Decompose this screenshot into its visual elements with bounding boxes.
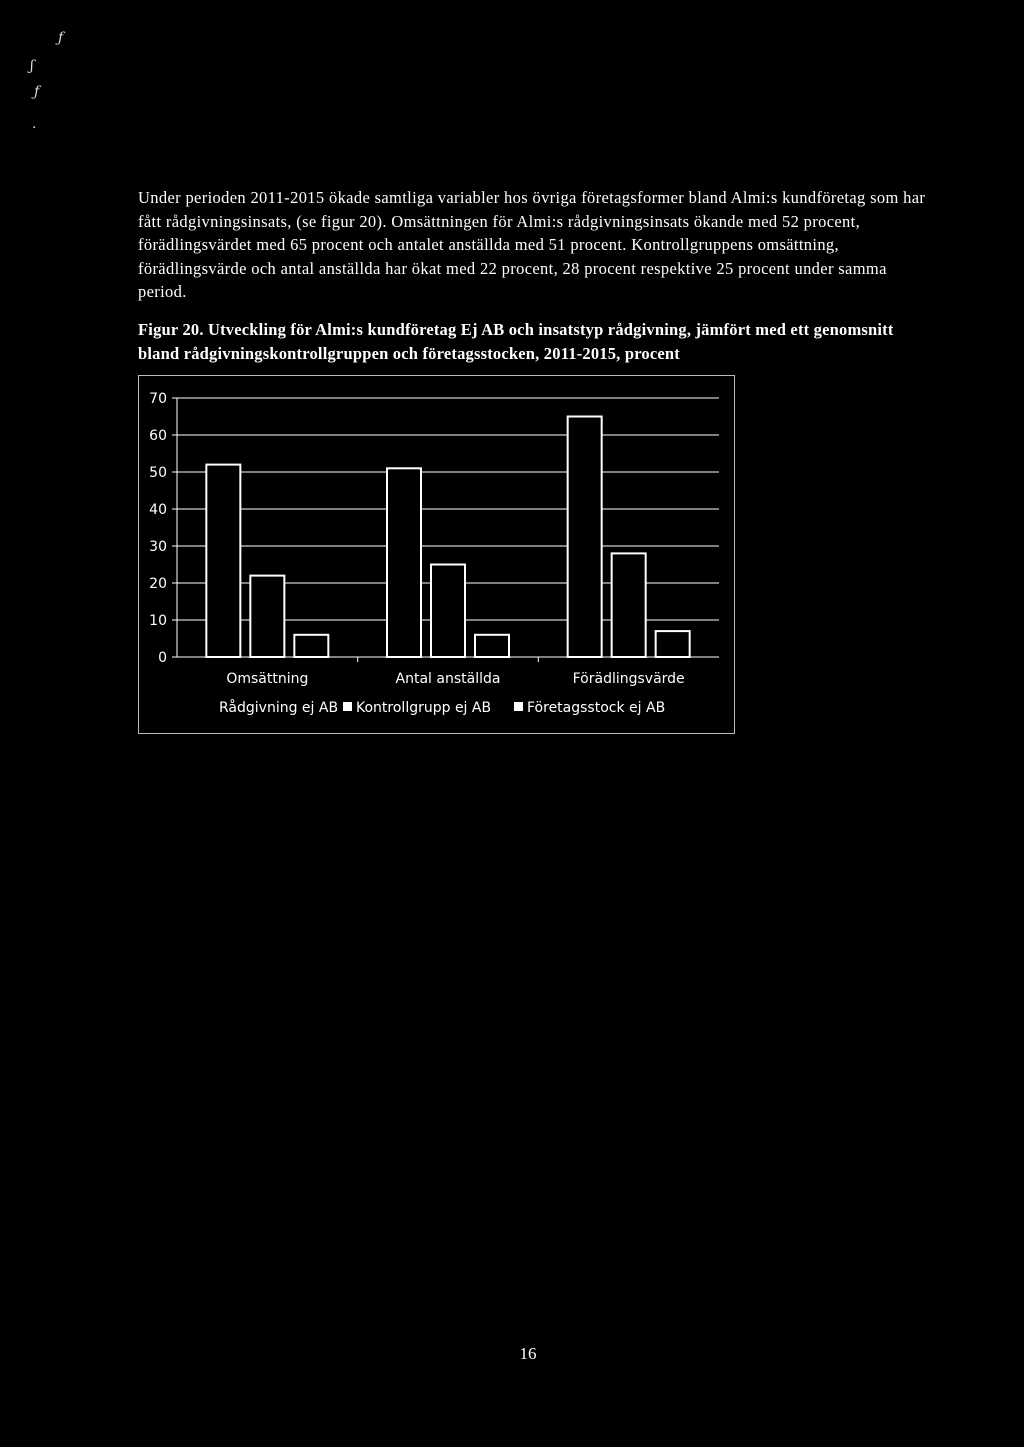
category-label: Omsättning <box>226 671 309 687</box>
chart <box>138 375 735 734</box>
y-tick-label: 10 <box>149 613 167 629</box>
chart-canvas <box>139 376 736 735</box>
category-label: Antal anställda <box>395 671 501 687</box>
y-tick-label: 60 <box>149 428 167 444</box>
y-tick-label: 20 <box>149 576 167 592</box>
bar <box>250 576 284 657</box>
legend-label: Företagsstock ej AB <box>527 700 666 716</box>
bar <box>431 565 465 658</box>
bar <box>656 631 690 657</box>
legend-swatch <box>514 702 523 711</box>
legend-swatch <box>343 702 352 711</box>
legend-label: Kontrollgrupp ej AB <box>356 700 492 716</box>
y-tick-label: 70 <box>149 391 167 407</box>
y-tick-label: 50 <box>149 465 167 481</box>
bar <box>475 635 509 657</box>
y-tick-label: 30 <box>149 539 167 555</box>
figure-caption: Figur 20. Utveckling för Almi:s kundföretag Ej AB och insatstyp rådgivning, jämfört med ett genomsnitt bland rådgivningskontrollgruppen och företagsstocken, 2011-2015, procent <box>138 320 894 363</box>
body-paragraph: Under perioden 2011-2015 ökade samtliga variabler hos övriga företagsformer bland Almi:s kundföretag som har fått rådgivningsinsats, (se figur 20). Omsättningen för Almi:s rådgivningsinsats ökande med 52 procent, förädlingsvärdet med 65 procent och antalet anställda med 51 procent. Kontrollgruppens omsättning, förädlingsvärde och antal anställda har ökat med 22 procent, 28 procent respektive 25 procent under samma period. <box>138 188 926 301</box>
bar <box>294 635 328 657</box>
y-tick-label: 0 <box>158 650 167 666</box>
margin-scribbles: ƒ ʃ ƒ · <box>30 30 64 136</box>
page-number: 16 <box>519 1344 537 1363</box>
bar <box>206 465 240 657</box>
category-label: Förädlingsvärde <box>572 671 685 687</box>
y-tick-label: 40 <box>149 502 167 518</box>
bar <box>612 553 646 657</box>
legend-label: Rådgivning ej AB <box>219 700 339 716</box>
bar <box>387 468 421 657</box>
bar <box>568 417 602 658</box>
